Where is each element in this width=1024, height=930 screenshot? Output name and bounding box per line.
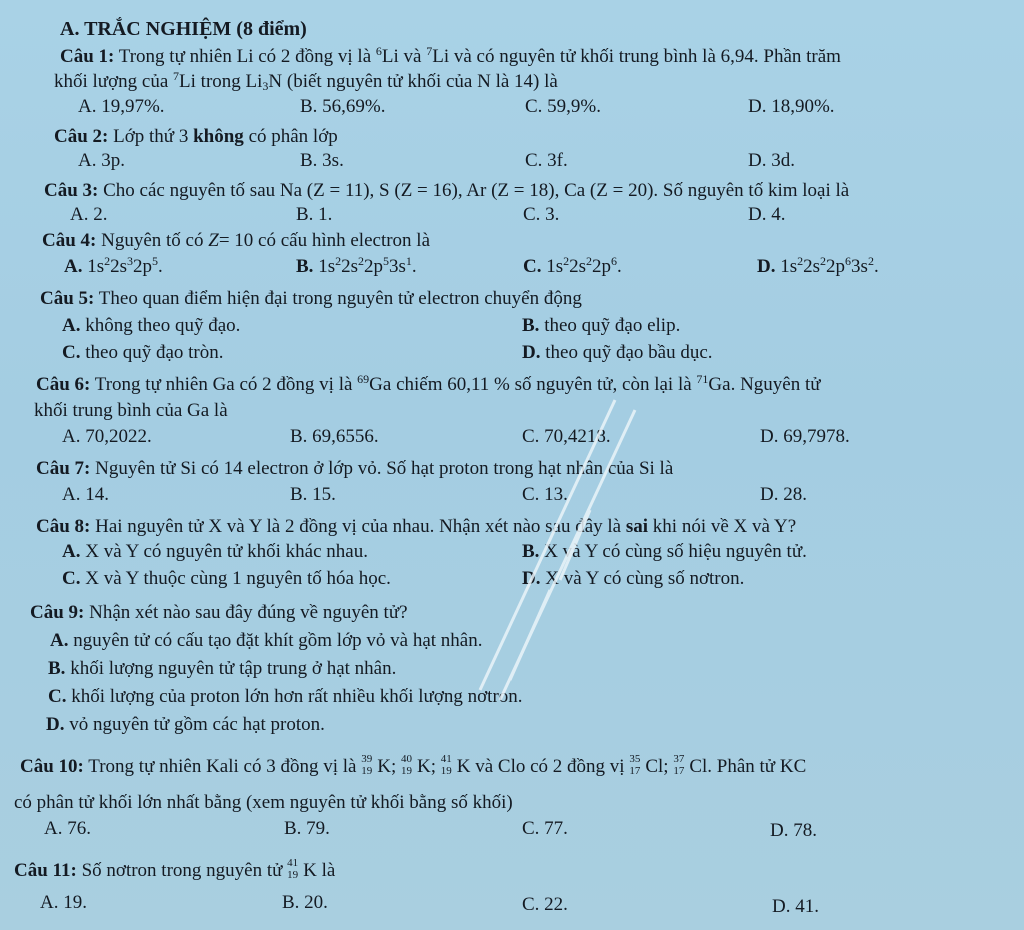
- q9-option-b[interactable]: B. khối lượng nguyên tử tập trung ở hạt nhân.: [48, 658, 397, 679]
- q8-option-a[interactable]: A. X và Y có nguyên tử khối khác nhau.: [62, 541, 368, 562]
- question-7: Câu 7: Nguyên tử Si có 14 electron ở lớp vỏ. Số hạt proton trong hạt nhân của Si là: [36, 458, 674, 479]
- q1-option-b[interactable]: B. 56,69%.: [300, 96, 386, 117]
- q6-option-c[interactable]: C. 70,4218.: [522, 426, 611, 447]
- question-3: Câu 3: Cho các nguyên tố sau Na (Z = 11), S (Z = 16), Ar (Z = 18), Ca (Z = 20). Số nguyên tố kim loại là: [44, 180, 850, 201]
- q8-option-c[interactable]: C. X và Y thuộc cùng 1 nguyên tố hóa học.: [62, 568, 391, 589]
- q5-option-b[interactable]: B. theo quỹ đạo elip.: [522, 315, 681, 336]
- q4-option-b[interactable]: B. $1s^22s^22p^53s^1$.: [296, 254, 417, 277]
- q4-option-d[interactable]: D. $1s^22s^22p^63s^2$.: [757, 254, 879, 277]
- q7-option-a[interactable]: A. 14.: [62, 484, 109, 505]
- isotope-cl37: 37 17: [673, 753, 685, 777]
- q6-option-a[interactable]: A. 70,2022.: [62, 426, 152, 447]
- q1-option-a[interactable]: A. 19,97%.: [78, 96, 165, 117]
- q10-option-b[interactable]: B. 79.: [284, 818, 330, 839]
- q2-option-b[interactable]: B. 3s.: [300, 150, 344, 171]
- q10-option-c[interactable]: C. 77.: [522, 818, 568, 839]
- q4-option-c[interactable]: C. $1s^22s^22p^6$.: [523, 254, 622, 277]
- q9-option-c[interactable]: C. khối lượng của proton lớn hơn rất nhiều khối lượng nơtron.: [48, 686, 523, 707]
- q3-option-b[interactable]: B. 1.: [296, 204, 333, 225]
- q11-option-a[interactable]: A. 19.: [40, 892, 87, 913]
- q2-option-d[interactable]: D. 3d.: [748, 150, 795, 171]
- q8-option-d[interactable]: D. X và Y có cùng số nơtron.: [522, 568, 745, 589]
- question-1-line-2: khối lượng của $^7$Li trong $Li_3N$ (biết nguyên tử khối của N là 14) là: [54, 69, 558, 93]
- question-2: Câu 2: Lớp thứ 3 không có phân lớp: [54, 126, 338, 147]
- q2-option-c[interactable]: C. 3f.: [525, 150, 568, 171]
- question-10-line-2: có phân tử khối lớn nhất bằng (xem nguyên tử khối bằng số khối): [14, 792, 513, 813]
- q7-option-b[interactable]: B. 15.: [290, 484, 336, 505]
- q11-option-c[interactable]: C. 22.: [522, 894, 568, 915]
- isotope-k41: 41 19: [287, 857, 299, 881]
- question-6: Câu 6: Trong tự nhiên Ga có 2 đồng vị là $^{69}$Ga chiếm 60,11 % số nguyên tử, còn lại là $^{71}$Ga. Nguyên tử: [36, 372, 821, 395]
- question-1: Câu 1: Trong tự nhiên Li có 2 đồng vị là $^6$Li và $^7$Li và có nguyên tử khối trung bình là 6,94. Phần trăm: [60, 44, 841, 67]
- q11-option-b[interactable]: B. 20.: [282, 892, 328, 913]
- q7-option-c[interactable]: C. 13.: [522, 484, 568, 505]
- q10-option-a[interactable]: A. 76.: [44, 818, 91, 839]
- q10-option-d[interactable]: D. 78.: [770, 820, 817, 841]
- question-4: Câu 4: Nguyên tố có Z= 10 có cấu hình electron là: [42, 230, 431, 251]
- q5-option-c[interactable]: C. theo quỹ đạo tròn.: [62, 342, 224, 363]
- q5-option-a[interactable]: A. không theo quỹ đạo.: [62, 315, 241, 336]
- q5-option-d[interactable]: D. theo quỹ đạo bầu dục.: [522, 342, 713, 363]
- question-10: Câu 10: Trong tự nhiên Kali có 3 đồng vị là 39 19 K; 40 19 K; 41 19 K và Clo có 2 đồng vị 35 17 Cl; 37 17 Cl. Phân tử KC: [20, 753, 807, 777]
- question-9: Câu 9: Nhận xét nào sau đây đúng về nguyên tử?: [30, 602, 408, 623]
- isotope-k41: 41 19: [440, 753, 452, 777]
- isotope-k40: 40 19: [400, 753, 412, 777]
- isotope-cl35: 35 17: [629, 753, 641, 777]
- q1-option-c[interactable]: C. 59,9%.: [525, 96, 601, 117]
- q3-option-a[interactable]: A. 2.: [70, 204, 108, 225]
- question-5: Câu 5: Theo quan điểm hiện đại trong nguyên tử electron chuyển động: [40, 288, 582, 309]
- q9-option-d[interactable]: D. vỏ nguyên tử gồm các hạt proton.: [46, 714, 325, 735]
- isotope-k39: 39 19: [361, 753, 373, 777]
- question-6-line-2: khối trung bình của Ga là: [34, 400, 228, 421]
- section-title: A. TRẮC NGHIỆM (8 điểm): [60, 18, 307, 40]
- q9-option-a[interactable]: A. nguyên tử có cấu tạo đặt khít gồm lớp vỏ và hạt nhân.: [50, 630, 483, 651]
- q6-option-b[interactable]: B. 69,6556.: [290, 426, 379, 447]
- q1-option-d[interactable]: D. 18,90%.: [748, 96, 835, 117]
- q11-option-d[interactable]: D. 41.: [772, 896, 819, 917]
- question-8: Câu 8: Hai nguyên tử X và Y là 2 đồng vị của nhau. Nhận xét nào sau đây là sai khi nói về X và Y?: [36, 516, 797, 537]
- q8-option-b[interactable]: B. X và Y có cùng số hiệu nguyên tử.: [522, 541, 807, 562]
- q6-option-d[interactable]: D. 69,7978.: [760, 426, 850, 447]
- q4-option-a[interactable]: A. $1s^22s^32p^5$.: [64, 254, 163, 277]
- q3-option-c[interactable]: C. 3.: [523, 204, 560, 225]
- q7-option-d[interactable]: D. 28.: [760, 484, 807, 505]
- q2-option-a[interactable]: A. 3p.: [78, 150, 125, 171]
- question-11: Câu 11: Số nơtron trong nguyên tử 41 19 K là: [14, 857, 336, 881]
- q3-option-d[interactable]: D. 4.: [748, 204, 786, 225]
